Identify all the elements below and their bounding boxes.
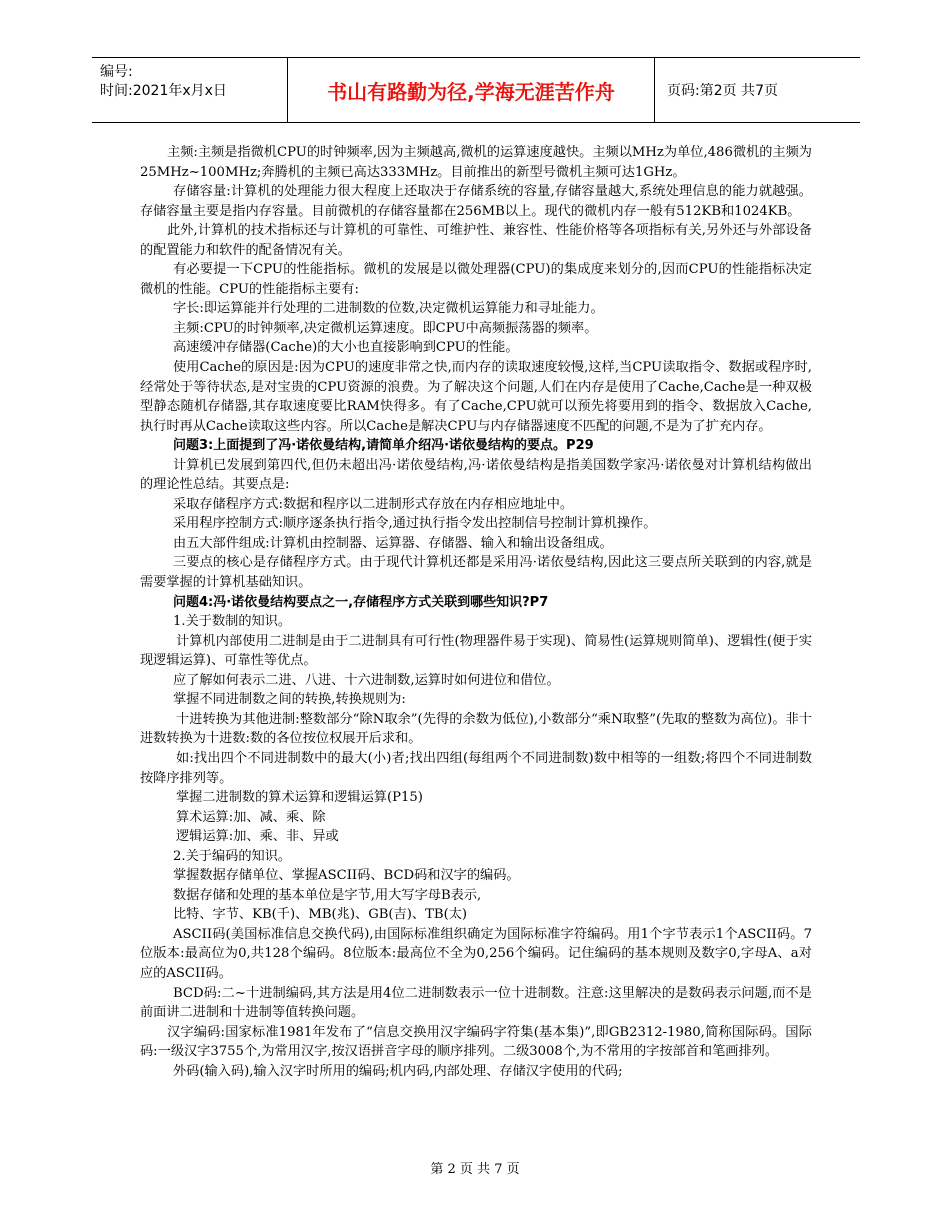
body-paragraph: 汉字编码:国家标准1981年发布了“信息交换用汉字编码字符集(基本集)”,即GB2312-1980,简称国际码。国际码:一级汉字3755个,为常用汉字,按汉语拼音字母的顺序排列。二级3008个,为不常用的字按部首和笔画排列。: [140, 1024, 812, 1060]
body-paragraph: 逻辑运算:加、乘、非、异或: [176, 829, 339, 845]
header-meta: [92, 58, 287, 122]
question-heading: 问题3:上面提到了冯·诺依曼结构,请简单介绍冯·诺依曼结构的要点。P29: [173, 438, 594, 454]
body-paragraph: 外码(输入码),输入汉字时所用的编码;机内码,内部处理、存储汉字使用的代码;: [173, 1063, 623, 1079]
header-motto: 书山有路勤为径,学海无涯苦作舟: [287, 58, 655, 122]
body-paragraph: 字长:即运算能并行处理的二进制数的位数,决定微机运算能力和寻址能力。: [173, 301, 604, 317]
header-page-number: 页码:第2页 共7页: [667, 83, 778, 99]
body-paragraph: 掌握不同进制数之间的转换,转换规则为:: [173, 692, 406, 708]
body-paragraph: 1.关于数制的知识。: [173, 614, 292, 630]
body-paragraph: 由五大部件组成:计算机由控制器、运算器、存储器、输入和输出设备组成。: [173, 535, 613, 551]
body-paragraph: 使用Cache的原因是:因为CPU的速度非常之快,而内存的读取速度较慢,这样,当CPU读取指令、数据或程序时,经常处于等待状态,是对宝贵的CPU资源的浪费。为了解决这个问题,人们在内存是使用了Cache,Cache是一种双极型静态随机存储器,其存取速度要比RAM快得多。有了Cache,CPU就可以预先将要用到的指令、数据放入Cache,执行时再从Cache读取这些内容。所以Cache是解决CPU与内存储器速度不匹配的问题,不是为了扩充内存。: [140, 360, 812, 434]
body-paragraph: 数据存储和处理的基本单位是字节,用大写字母B表示,: [173, 887, 482, 903]
body-paragraph: 比特、字节、KB(千)、MB(兆)、GB(吉)、TB(太): [173, 907, 468, 923]
body-paragraph: 计算机内部使用二进制是由于二进制具有可行性(物理器件易于实现)、简易性(运算规则简单)、逻辑性(便于实现逻辑运算)、可靠性等优点。: [140, 633, 812, 669]
page-footer: 第 2 页 共 7 页: [430, 1162, 520, 1177]
body-paragraph: 主频:CPU的时钟频率,决定微机运算速度。即CPU中高频振荡器的频率。: [173, 320, 598, 336]
body-paragraph: 采用程序控制方式:顺序逐条执行指令,通过执行指令发出控制信号控制计算机操作。: [173, 516, 657, 532]
body-paragraph: 2.关于编码的知识。: [173, 848, 292, 864]
body-paragraph: 高速缓冲存储器(Cache)的大小也直接影响到CPU的性能。: [173, 340, 519, 356]
question-heading: 问题4:冯·诺依曼结构要点之一,存储程序方式关联到哪些知识?P7: [173, 594, 549, 610]
body-paragraph: BCD码:二~十进制编码,其方法是用4位二进制数表示一位十进制数。注意:这里解决的是数码表示问题,而不是前面讲二进制和十进制等值转换问题。: [140, 985, 812, 1021]
document-body: [140, 143, 812, 1081]
body-paragraph: 掌握二进制数的算术运算和逻辑运算(P15): [176, 790, 423, 806]
body-paragraph: 计算机已发展到第四代,但仍未超出冯·诺依曼结构,冯·诺依曼结构是指美国数学家冯·诺依曼对计算机结构做出的理论性总结。其要点是:: [140, 457, 812, 493]
body-paragraph: 存储容量:计算机的处理能力很大程度上还取决于存储系统的容量,存储容量越大,系统处理信息的能力就越强。存储容量主要是指内存容量。目前微机的存储容量都在256MB以上。现代的微机内存一般有512KB和1024KB。: [140, 184, 812, 219]
body-paragraph: ASCII码(美国标准信息交换代码),由国际标准组织确定为国际标准字符编码。用1个字节表示1个ASCII码。7位版本:最高位为0,共128个编码。8位版本:最高位不全为0,256个编码。记住编码的基本规则及数字0,字母A、a对应的ASCII码。: [140, 926, 812, 981]
page-header: [92, 57, 860, 123]
body-paragraph: 采取存储程序方式:数据和程序以二进制形式存放在内存相应地址中。: [173, 496, 574, 512]
body-paragraph: 应了解如何表示二进、八进、十六进制数,运算时如何进位和借位。: [173, 672, 560, 688]
body-paragraph: 主频:主频是指微机CPU的时钟频率,因为主频越高,微机的运算速度越快。主频以MHz为单位,486微机的主频为25MHz~100MHz;奔腾机的主频已高达333MHz。目前推出的新型号微机主频可达1GHz。: [140, 145, 812, 180]
body-paragraph: 十进转换为其他进制:整数部分“除N取余”(先得的余数为低位),小数部分“乘N取整”(先取的整数为高位)。非十进数转换为十进数:数的各位按位权展开后求和。: [140, 711, 812, 747]
document-number-label: 编号:: [100, 64, 133, 80]
body-paragraph: 如:找出四个不同进制数中的最大(小)者;找出四组(每组两个不同进制数)数中相等的一组数;将四个不同进制数按降序排列等。: [140, 750, 812, 786]
body-paragraph: 算术运算:加、减、乘、除: [176, 809, 326, 825]
body-paragraph: 有必要提一下CPU的性能指标。微机的发展是以微处理器(CPU)的集成度来划分的,因而CPU的性能指标决定微机的性能。CPU的性能指标主要有:: [140, 262, 812, 297]
body-paragraph: 三要点的核心是存储程序方式。由于现代计算机还都是采用冯·诺依曼结构,因此这三要点所关联到的内容,就是需要掌握的计算机基础知识。: [140, 555, 812, 591]
document-time-label: 时间:2021年x月x日: [100, 83, 227, 99]
body-paragraph: 此外,计算机的技术指标还与计算机的可靠性、可维护性、兼容性、性能价格等各项指标有关,另外还与外部设备的配置能力和软件的配备情况有关。: [140, 223, 812, 258]
body-paragraph: 掌握数据存储单位、掌握ASCII码、BCD码和汉字的编码。: [173, 868, 520, 884]
